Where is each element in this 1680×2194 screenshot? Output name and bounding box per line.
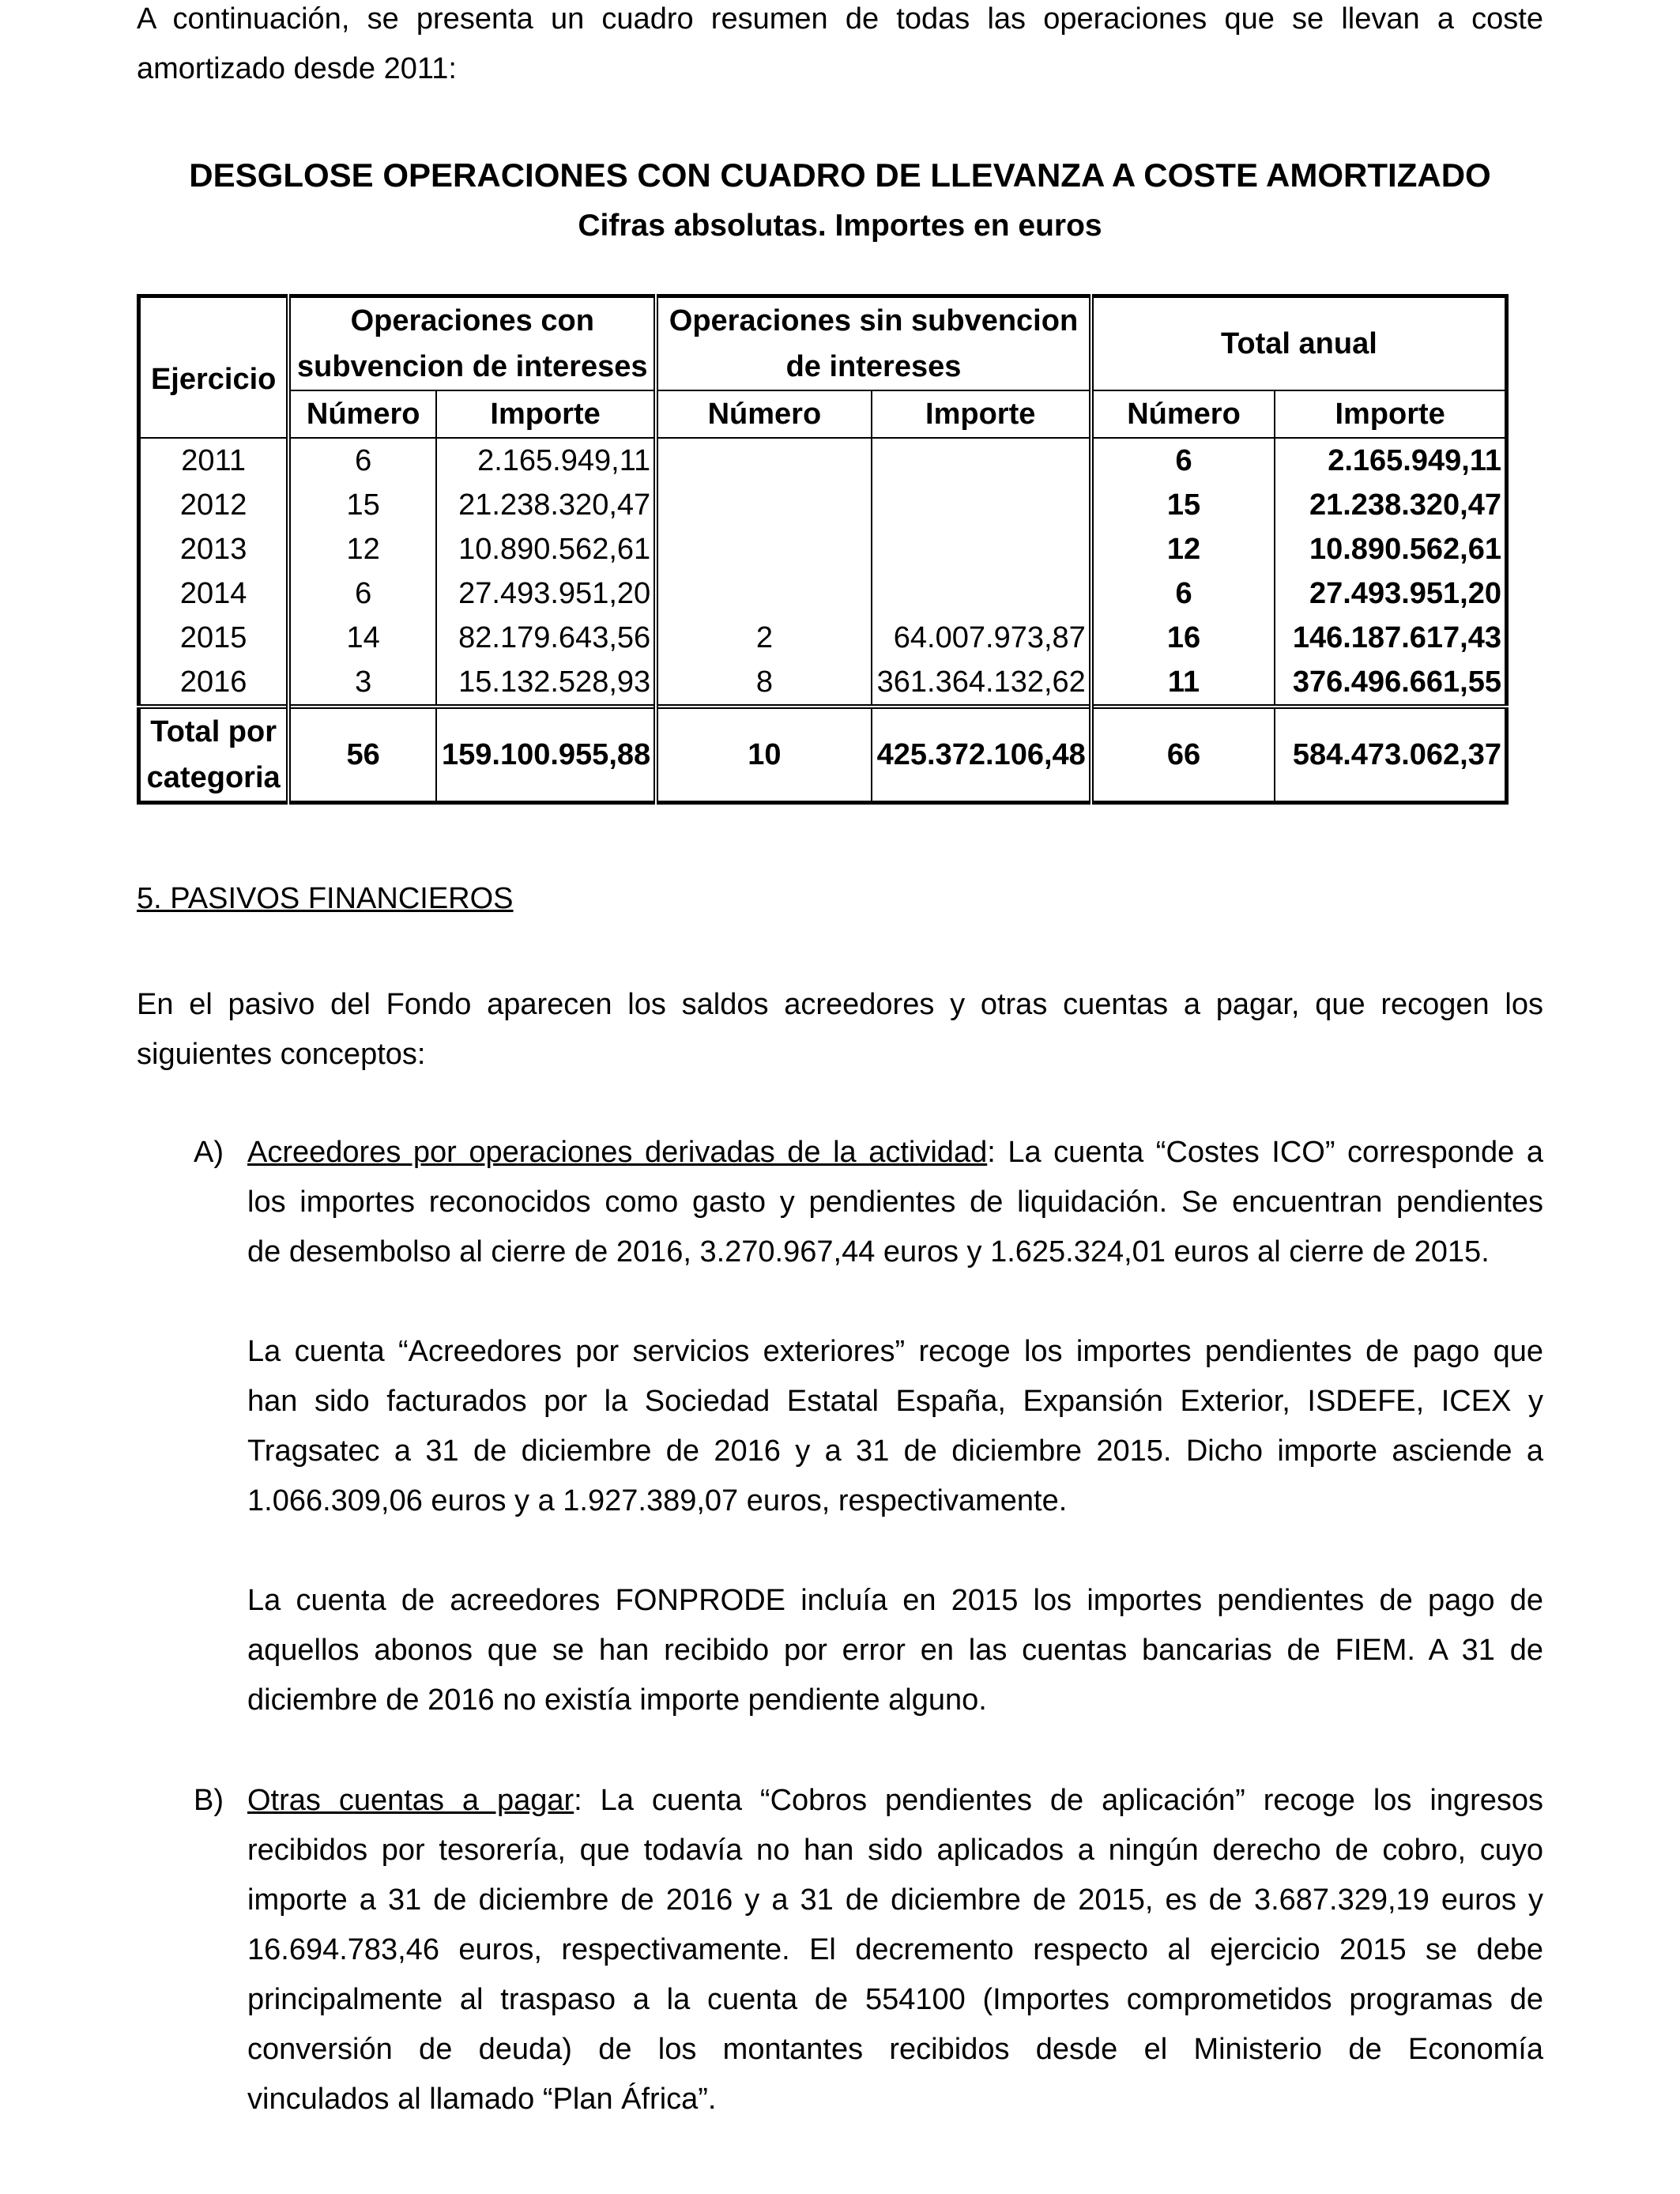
cell-sin-numero xyxy=(656,483,871,527)
paragraph-line: de desembolso al cierre de 2016, 3.270.967,44 euros y 1.625.324,01 euros al cierre de 2015. xyxy=(247,1235,1490,1269)
table-row xyxy=(139,571,1507,616)
cell-con-importe: 10.890.562,61 xyxy=(436,527,656,571)
item-a-heading: Acreedores por operaciones derivadas de la actividad xyxy=(247,1136,988,1169)
cell-total-numero-total: 66 xyxy=(1091,707,1275,803)
paragraph-line: diciembre de 2016 no existía importe pendiente alguno. xyxy=(247,1683,987,1717)
cell-con-importe: 27.493.951,20 xyxy=(436,571,656,616)
paragraph-line: La cuenta “Acreedores por servicios exteriores” recoge los importes pendientes de pago que xyxy=(247,1335,1543,1368)
paragraph-line: En el pasivo del Fondo aparecen los saldos acreedores y otras cuentas a pagar, que recogen los xyxy=(137,988,1543,1021)
paragraph-line xyxy=(247,1776,1543,1826)
paragraph-line: aquellos abonos que se han recibido por error en las cuentas bancarias de FIEM. A 31 de xyxy=(247,1634,1543,1667)
cell-total-importe: 21.238.320,47 xyxy=(1275,483,1506,527)
cell-total-numero: 15 xyxy=(1091,483,1275,527)
total-label-line2: categoria xyxy=(146,761,281,794)
total-label-line1: Total por xyxy=(150,715,277,748)
item-a-body xyxy=(247,1128,1543,1277)
paragraph-line xyxy=(247,1128,1543,1178)
cell-sin-numero xyxy=(656,438,871,483)
item-b-marker: B) xyxy=(194,1784,224,1817)
header-importe: Importe xyxy=(436,390,656,438)
paragraph-line: siguientes conceptos: xyxy=(137,1038,426,1071)
cell-con-numero: 15 xyxy=(288,483,436,527)
header-importe: Importe xyxy=(1275,390,1506,438)
cell-sin-importe xyxy=(872,483,1091,527)
item-a-p2-body xyxy=(247,1327,1543,1526)
paragraph-line: vinculados al llamado “Plan África”. xyxy=(247,2083,717,2116)
cell-sin-numero xyxy=(656,571,871,616)
header-numero: Número xyxy=(288,390,436,438)
cell-total-numero: 12 xyxy=(1091,527,1275,571)
paragraph-line: Tragsatec a 31 de diciembre de 2016 y a 31 de diciembre 2015. Dicho importe asciende a xyxy=(247,1434,1543,1468)
paragraph-line: han sido facturados por la Sociedad Estatal España, Expansión Exterior, ISDEFE, ICEX y xyxy=(247,1385,1543,1418)
header-group-sin-line1: Operaciones sin subvencion xyxy=(669,304,1079,337)
cell-con-numero: 6 xyxy=(288,571,436,616)
paragraph-line: conversión de deuda) de los montantes recibidos desde el Ministerio de Economía xyxy=(247,2033,1543,2066)
cell-total-numero: 6 xyxy=(1091,571,1275,616)
cell-total-importe-total: 584.473.062,37 xyxy=(1275,707,1506,803)
item-a-text: : La cuenta “Costes ICO” corresponde a xyxy=(987,1136,1543,1169)
paragraph-line: 1.066.309,06 euros y a 1.927.389,07 euros, respectivamente. xyxy=(247,1484,1068,1517)
cell-con-numero: 14 xyxy=(288,616,436,660)
table-row xyxy=(139,438,1507,483)
section-paragraph xyxy=(137,980,1543,1080)
cell-con-numero: 6 xyxy=(288,438,436,483)
header-ejercicio: Ejercicio xyxy=(139,296,289,439)
cell-sin-importe: 361.364.132,62 xyxy=(872,660,1091,707)
cell-year: 2014 xyxy=(139,571,289,616)
cell-total-importe: 2.165.949,11 xyxy=(1275,438,1506,483)
header-importe: Importe xyxy=(872,390,1091,438)
header-group-total: Total anual xyxy=(1091,296,1507,391)
cell-sin-numero xyxy=(656,527,871,571)
intro-line: amortizado desde 2011: xyxy=(137,52,457,85)
item-b-body xyxy=(247,1776,1543,2124)
cell-sin-numero: 2 xyxy=(656,616,871,660)
paragraph-line: La cuenta de acreedores FONPRODE incluía en 2015 los importes pendientes de pago de xyxy=(247,1584,1543,1617)
cell-sin-importe xyxy=(872,438,1091,483)
paragraph-line: recibidos por tesorería, que todavía no han sido aplicados a ningún derecho de cobro, cuyo xyxy=(247,1834,1543,1867)
cell-total-label xyxy=(139,707,289,803)
paragraph-line: los importes reconocidos como gasto y pendientes de liquidación. Se encuentran pendientes xyxy=(247,1186,1543,1219)
cell-sin-numero: 8 xyxy=(656,660,871,707)
cell-sin-importe: 64.007.973,87 xyxy=(872,616,1091,660)
cell-year: 2013 xyxy=(139,527,289,571)
cell-year: 2011 xyxy=(139,438,289,483)
cell-year: 2015 xyxy=(139,616,289,660)
header-group-sin xyxy=(656,296,1091,391)
cell-year: 2016 xyxy=(139,660,289,707)
table-total-row xyxy=(139,707,1507,803)
paragraph-line: principalmente al traspaso a la cuenta de 554100 (Importes comprometidos programas de xyxy=(247,1983,1543,2016)
amortized-cost-table xyxy=(137,294,1509,805)
cell-con-numero: 3 xyxy=(288,660,436,707)
table-row xyxy=(139,616,1507,660)
header-group-con xyxy=(288,296,656,391)
cell-sin-importe-total: 425.372.106,48 xyxy=(872,707,1091,803)
table-row xyxy=(139,483,1507,527)
header-numero: Número xyxy=(1091,390,1275,438)
paragraph-line: importe a 31 de diciembre de 2016 y a 31 de diciembre de 2015, es de 3.687.329,19 euros y xyxy=(247,1883,1543,1917)
table-row xyxy=(139,527,1507,571)
cell-con-importe: 21.238.320,47 xyxy=(436,483,656,527)
header-group-con-line1: Operaciones con xyxy=(350,304,594,337)
intro-line: A continuación, se presenta un cuadro resumen de todas las operaciones que se llevan a coste xyxy=(137,2,1543,36)
table-title: DESGLOSE OPERACIONES CON CUADRO DE LLEVANZA A COSTE AMORTIZADO xyxy=(189,156,1491,194)
cell-sin-importe xyxy=(872,527,1091,571)
cell-con-importe-total: 159.100.955,88 xyxy=(436,707,656,803)
header-group-sin-line2: de intereses xyxy=(785,350,962,383)
cell-con-importe: 2.165.949,11 xyxy=(436,438,656,483)
cell-total-importe: 146.187.617,43 xyxy=(1275,616,1506,660)
cell-total-importe: 376.496.661,55 xyxy=(1275,660,1506,707)
cell-total-numero: 6 xyxy=(1091,438,1275,483)
cell-total-importe: 27.493.951,20 xyxy=(1275,571,1506,616)
cell-con-importe: 15.132.528,93 xyxy=(436,660,656,707)
item-a-marker: A) xyxy=(194,1136,224,1169)
item-b-heading: Otras cuentas a pagar xyxy=(247,1784,574,1817)
cell-total-importe: 10.890.562,61 xyxy=(1275,527,1506,571)
header-group-con-line2: subvencion de intereses xyxy=(296,350,648,383)
cell-total-numero: 16 xyxy=(1091,616,1275,660)
cell-con-numero: 12 xyxy=(288,527,436,571)
item-b-text: : La cuenta “Cobros pendientes de aplicación” recoge los ingresos xyxy=(574,1784,1543,1817)
item-a-p3-body xyxy=(247,1576,1543,1725)
table-subtitle: Cifras absolutas. Importes en euros xyxy=(578,209,1102,243)
section-heading: 5. PASIVOS FINANCIEROS xyxy=(137,882,514,915)
cell-year: 2012 xyxy=(139,483,289,527)
cell-sin-importe xyxy=(872,571,1091,616)
cell-total-numero: 11 xyxy=(1091,660,1275,707)
table-row xyxy=(139,660,1507,707)
cell-con-importe: 82.179.643,56 xyxy=(436,616,656,660)
cell-sin-numero-total: 10 xyxy=(656,707,871,803)
cell-con-numero-total: 56 xyxy=(288,707,436,803)
header-numero: Número xyxy=(656,390,871,438)
intro-paragraph xyxy=(137,0,1543,94)
paragraph-line: 16.694.783,46 euros, respectivamente. El decremento respecto al ejercicio 2015 se debe xyxy=(247,1933,1543,1966)
